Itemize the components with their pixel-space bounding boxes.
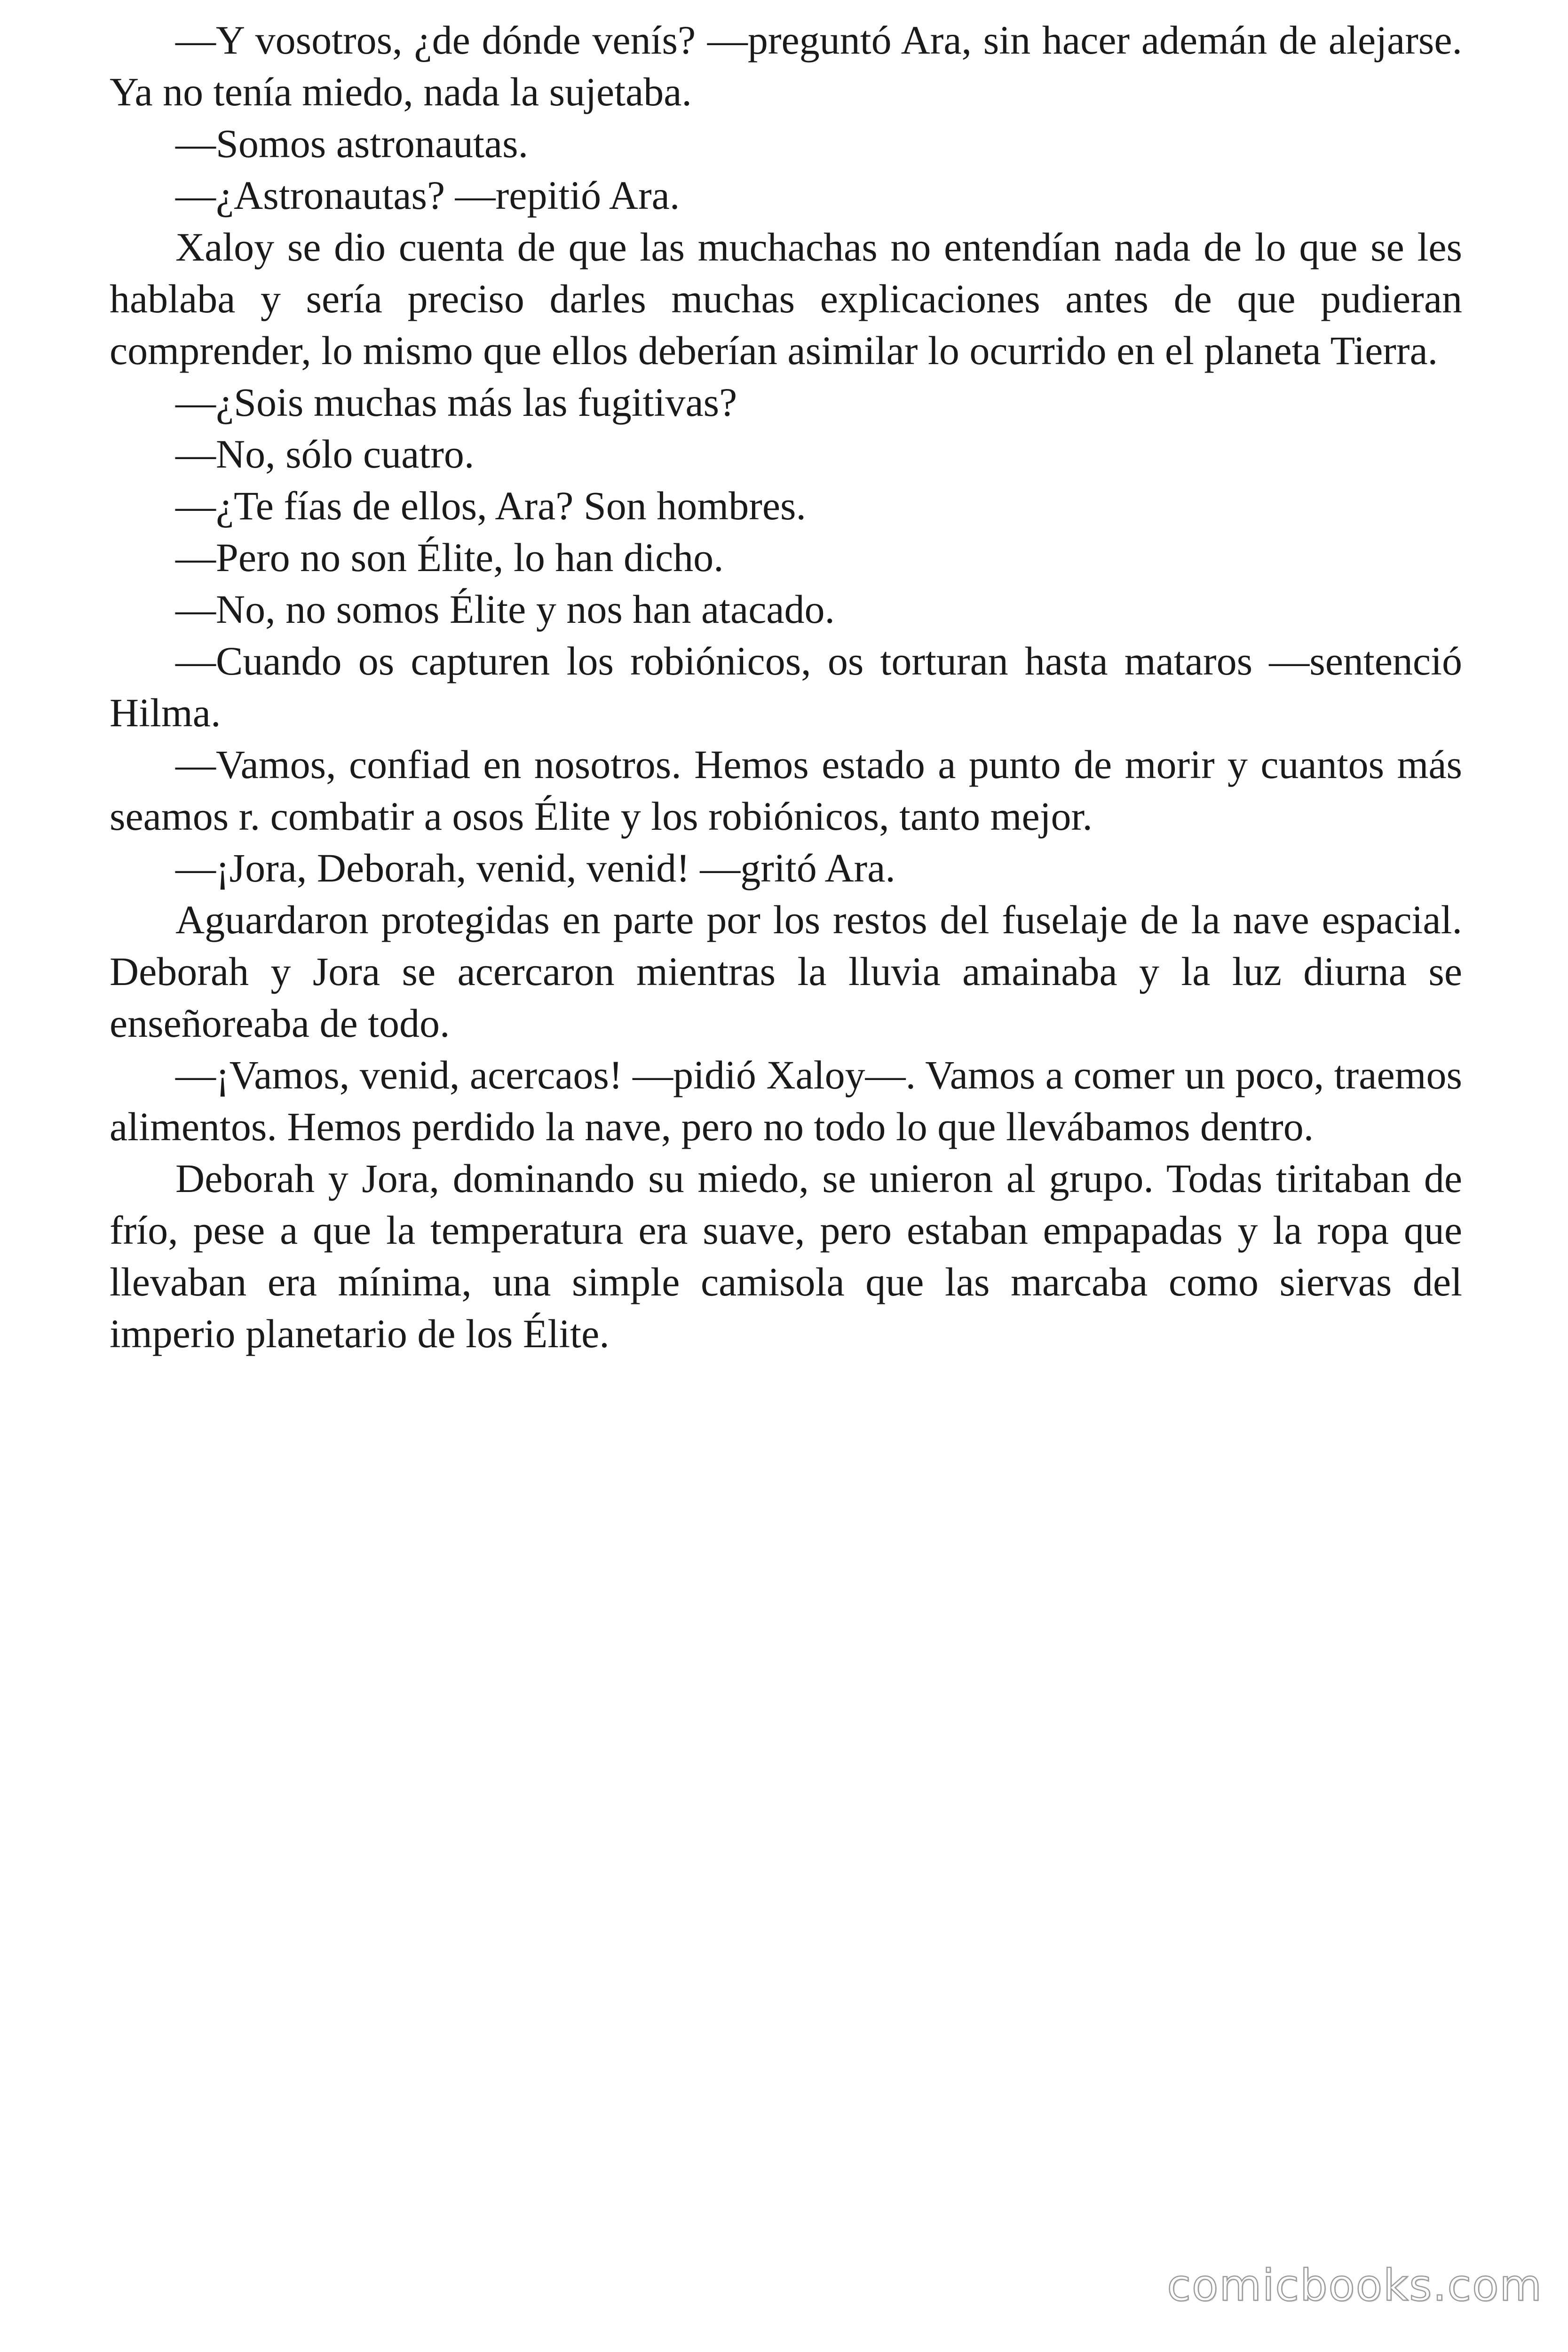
paragraph: —¿Te fías de ellos, Ara? Son hombres. — [175, 483, 806, 528]
paragraph: —Somos astronautas. — [175, 121, 529, 166]
paragraph: —Y vosotros, ¿de dónde venís? —preguntó Ara, sin hacer ademán de alejarse. Ya no tenía miedo, nada la sujetaba. — [110, 17, 1462, 114]
paragraph: Deborah y Jora, dominando su miedo, se unieron al grupo. Todas tiritaban de frío, pese a que la temperatura era suave, pero estaban empapadas y la ropa que llevaban era mínima, una simple camisola que las marcaba como siervas del imperio planetario de los Élite. — [110, 1156, 1462, 1356]
paragraph: —No, sólo cuatro. — [175, 431, 475, 477]
paragraph: Aguardaron protegidas en parte por los restos del fuselaje de la nave espacial. Deborah y Jora se acercaron mientras la lluvia amainaba y la luz diurna se enseñoreaba de todo. — [110, 897, 1462, 1046]
body-text — [110, 14, 1462, 1359]
paragraph: —¡Vamos, venid, acercaos! —pidió Xaloy—. Vamos a comer un poco, traemos alimentos. Hemos perdido la nave, pero no todo lo que llevábamos dentro. — [110, 1052, 1462, 1149]
paragraph: Xaloy se dio cuenta de que las muchachas no entendían nada de lo que se les hablaba y sería preciso darles muchas explicaciones antes de que pudieran comprender, lo mismo que ellos deberían asimilar lo ocurrido en el planeta Tierra. — [110, 224, 1462, 373]
paragraph: —No, no somos Élite y nos han atacado. — [175, 587, 835, 632]
paragraph: —Cuando os capturen los robiónicos, os torturan hasta mataros —sentenció Hilma. — [110, 638, 1462, 735]
paragraph: —¡Jora, Deborah, venid, venid! —gritó Ara. — [175, 845, 895, 890]
paragraph: —Pero no son Élite, lo han dicho. — [175, 535, 724, 580]
paragraph: —Vamos, confiad en nosotros. Hemos estado a punto de morir y cuantos más seamos r. combatir a osos Élite y los robiónicos, tanto mejor. — [110, 742, 1462, 839]
watermark: comicbooks.com — [1167, 2260, 1543, 2311]
paragraph: —¿Astronautas? —repitió Ara. — [175, 173, 680, 218]
paragraph: —¿Sois muchas más las fugitivas? — [175, 380, 737, 425]
